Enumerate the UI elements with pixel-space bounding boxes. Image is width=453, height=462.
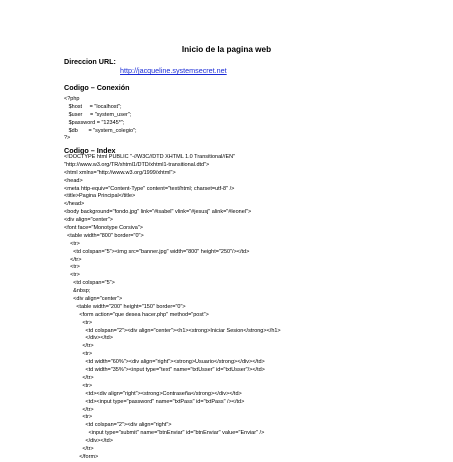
code-line: $db = "system_colegio"; [64, 127, 137, 134]
code-line: <td width="60%"><div align="right"><strong>Usuario</strong></div></td> [64, 359, 265, 366]
code-line: </form> [64, 453, 99, 460]
code-line: <table width="200" height="150" border="0"> [64, 303, 186, 310]
code-line: <tr> [64, 272, 80, 279]
code-line: <td colspan="2"><div align="right"> [64, 422, 172, 429]
code-line: <td colspan="5"><img src="banner.jpg" width="800" height="250"/></td> [64, 248, 250, 255]
code-line: </head> [64, 201, 85, 208]
code-line: <td colspan="2"><div align="center"><h1><strong>Iniciar Sesion</strong></h1> [64, 327, 281, 334]
code-line: </tr> [64, 343, 94, 350]
code-line: ?> [64, 135, 71, 142]
code-line: <td><input type="password" name="txtPass" id="txtPass" /></td> [64, 398, 245, 405]
code-line: </tr> [64, 406, 94, 413]
code-line: <font face="Monotype Corsiva"> [64, 225, 143, 232]
code-line: <td colspan="5"> [64, 280, 115, 287]
code-line: <tr> [64, 240, 80, 247]
code-line: "http://www.w3.org/TR/xhtml1/DTD/xhtml1-transitional.dtd"> [64, 161, 210, 168]
code-line: <table width="800" border="0"> [64, 232, 144, 239]
code-line: </tr> [64, 445, 94, 452]
code-line: <tr> [64, 319, 93, 326]
index-code-block [64, 154, 444, 462]
code-line: <meta http-equiv="Content-Type" content="text/html; charset=utf-8" /> [64, 185, 235, 192]
code-line: $host = "localhost"; [64, 103, 122, 110]
code-line: $password = "12345*"; [64, 119, 125, 126]
url-link[interactable]: http://jacqueline.systemsecret.net [120, 66, 227, 75]
code-line: <td width="35%"><input type="text" name="txtUsser" id="txtUsser"/></td> [64, 367, 265, 374]
code-line: <tr> [64, 264, 80, 271]
code-line: $user = "system_user"; [64, 111, 132, 118]
code-line: <div align="center"> [64, 217, 114, 224]
code-line: <tr> [64, 414, 93, 421]
code-line: &nbsp; [64, 288, 91, 295]
code-line: </div></td> [64, 335, 113, 342]
code-line: </tr> [64, 256, 82, 263]
code-line: <head> [64, 177, 83, 184]
code-line: <!DOCTYPE html PUBLIC "-//W3C//DTD XHTML 1.0 Transitional//EN" [64, 154, 236, 160]
url-heading: Direccion URL: [64, 57, 116, 66]
code-line: <html xmlns="http://www.w3.org/1999/xhtml"> [64, 169, 176, 176]
code-line: <input type="submit" name="btnEnviar" id="btnEnviar" value="Enviar" /> [64, 430, 265, 437]
code-line: <tr> [64, 351, 93, 358]
code-line: <td><div align="right"><strong>Contraseña</strong></div></td> [64, 390, 242, 397]
code-line: </tr> [64, 374, 94, 381]
code-line: <tr> [64, 382, 93, 389]
code-line: <div align="center"> [64, 296, 123, 303]
code-line: <form action="que desea hacer.php" method="post"> [64, 311, 209, 318]
connection-heading: Codigo – Conexión [64, 83, 130, 92]
page-title: Inicio de la pagina web [181, 45, 272, 54]
code-line: <body background="fondo.jpg" link="#isabel" vlink="#jesusj" alink="#leonel"> [64, 209, 252, 216]
code-line: <?php [64, 96, 80, 102]
connection-code-block [64, 96, 444, 143]
code-line: </div></td> [64, 438, 113, 445]
code-line: <title>Pagina Principal</title> [64, 193, 136, 200]
index-heading: Codigo – Index [64, 146, 116, 155]
